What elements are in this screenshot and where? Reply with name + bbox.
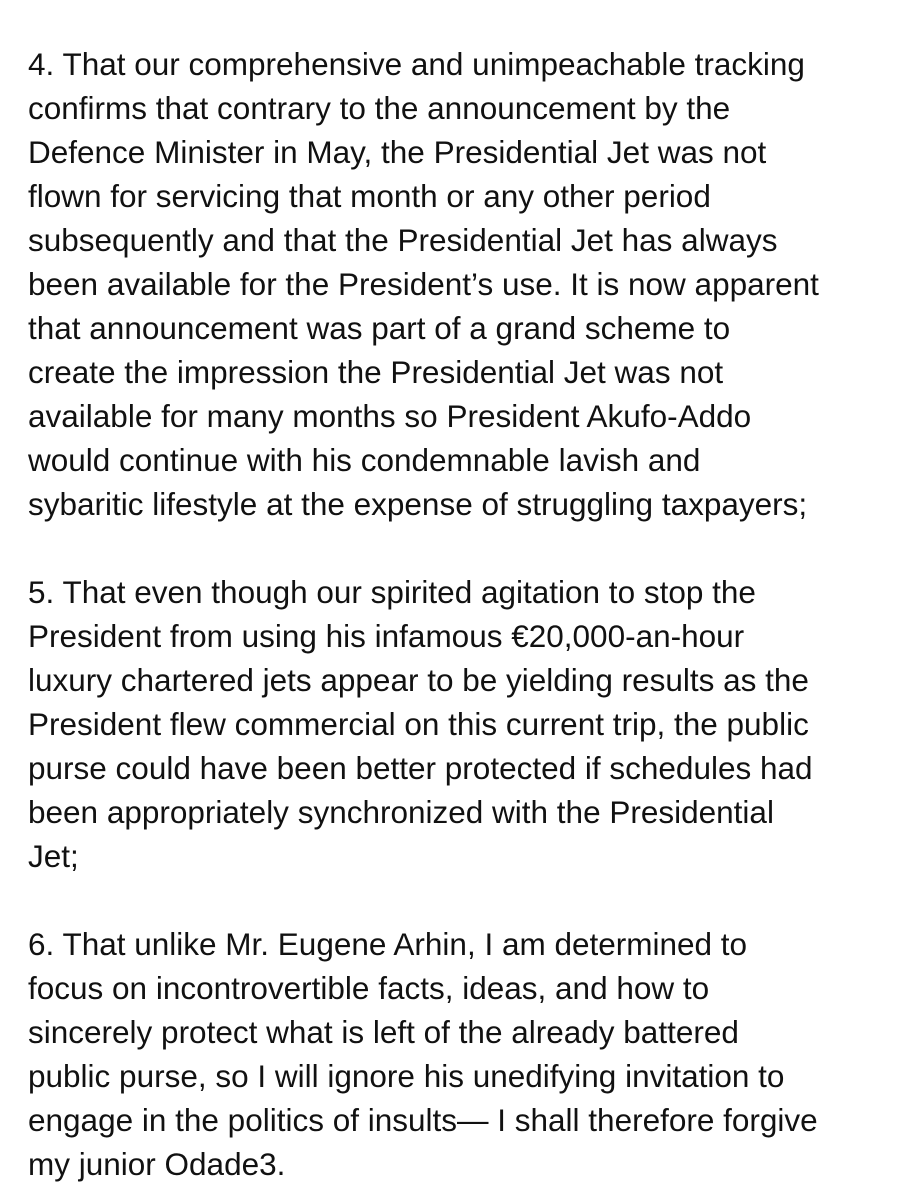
text-line: 4. That our comprehensive and unimpeachable tracking: [28, 46, 805, 82]
text-line: would continue with his condemnable lavish and: [28, 442, 701, 478]
text-line: create the impression the Presidential Jet was not: [28, 354, 724, 390]
text-line: engage in the politics of insults— I shall therefore forgive: [28, 1102, 818, 1138]
text-line: Jet;: [28, 838, 79, 874]
paragraph-4: [28, 42, 894, 526]
text-line: sincerely protect what is left of the already battered: [28, 1014, 739, 1050]
text-line: flown for servicing that month or any other period: [28, 178, 711, 214]
text-line: 6. That unlike Mr. Eugene Arhin, I am determined to: [28, 926, 748, 962]
paragraph-6: [28, 922, 894, 1186]
text-line: Defence Minister in May, the Presidential Jet was not: [28, 134, 767, 170]
text-line: 5. That even though our spirited agitation to stop the: [28, 574, 756, 610]
text-line: that announcement was part of a grand scheme to: [28, 310, 731, 346]
paragraph-spacer: [28, 878, 894, 922]
text-line: President from using his infamous €20,000-an-hour: [28, 618, 745, 654]
text-line: available for many months so President Akufo-Addo: [28, 398, 752, 434]
text-line: been appropriately synchronized with the Presidential: [28, 794, 774, 830]
paragraph-spacer: [28, 526, 894, 570]
paragraph-5: [28, 570, 894, 878]
text-line: President flew commercial on this current trip, the public: [28, 706, 809, 742]
text-line: subsequently and that the Presidential Jet has always: [28, 222, 778, 258]
text-line: confirms that contrary to the announcement by the: [28, 90, 731, 126]
text-line: focus on incontrovertible facts, ideas, and how to: [28, 970, 710, 1006]
text-line: purse could have been better protected if schedules had: [28, 750, 813, 786]
text-line: public purse, so I will ignore his unedifying invitation to: [28, 1058, 785, 1094]
text-line: my junior Odade3.: [28, 1146, 286, 1182]
text-line: luxury chartered jets appear to be yielding results as the: [28, 662, 809, 698]
text-line: been available for the President’s use. It is now apparent: [28, 266, 819, 302]
text-line: sybaritic lifestyle at the expense of struggling taxpayers;: [28, 486, 808, 522]
